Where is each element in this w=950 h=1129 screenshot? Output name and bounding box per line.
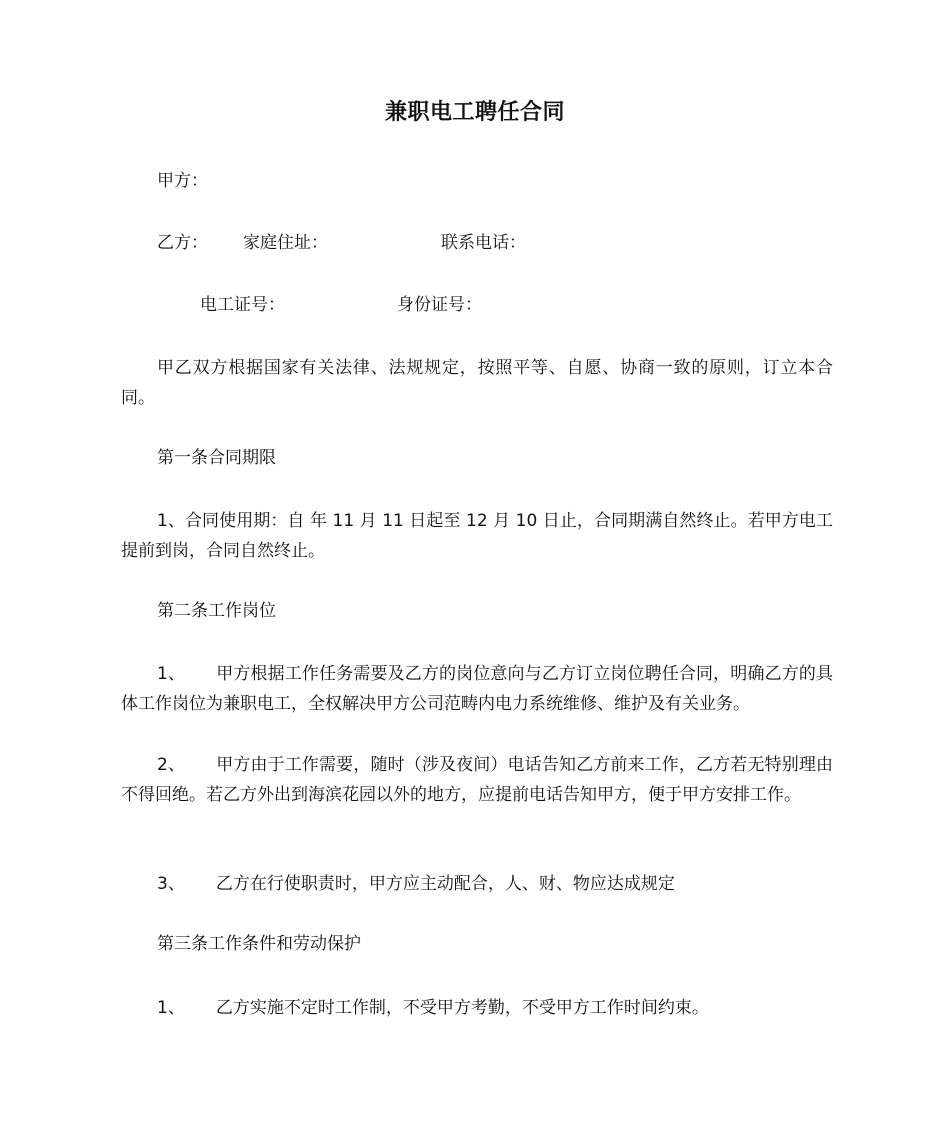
home-address-label: 家庭住址： xyxy=(243,233,328,253)
article2-item1-text: 甲方根据工作任务需要及乙方的岗位意向与乙方订立岗位聘任合同，明确乙方的具体工作岗位为兼职电工，全权解决甲方公司范畴内电力系统维修、维护及有关业务。 xyxy=(121,664,833,714)
article2-item2 xyxy=(121,750,833,810)
article2-item3-text: 乙方在行使职责时，甲方应主动配合，人、财、物应达成规定 xyxy=(215,874,675,894)
document-title: 兼职电工聘任合同 xyxy=(384,100,565,125)
preamble-paragraph: 甲乙双方根据国家有关法律、法规规定，按照平等、自愿、协商一致的原则，订立本合同。 xyxy=(121,358,833,408)
article2-heading: 第二条工作岗位 xyxy=(157,601,276,621)
phone-label: 联系电话： xyxy=(441,233,526,253)
id-number-label: 身份证号： xyxy=(397,295,482,315)
article3-heading: 第三条工作条件和劳动保护 xyxy=(157,934,361,954)
article2-item1-number: 1、 xyxy=(157,664,186,684)
party-a-label: 甲方： xyxy=(157,171,208,191)
article2-item2-number: 2、 xyxy=(157,755,186,775)
article3-item1 xyxy=(121,993,833,1023)
article2-item3-number: 3、 xyxy=(157,874,185,894)
electrician-cert-label: 电工证号： xyxy=(200,295,285,315)
article2-item1 xyxy=(121,659,833,719)
article3-item1-number: 1、 xyxy=(157,998,185,1018)
article2-item3 xyxy=(121,869,833,899)
article1-item1: 1、合同使用期：自 年 11 月 11 日起至 12 月 10 日止，合同期满自然终止。若甲方电工提前到岗，合同自然终止。 xyxy=(121,511,833,561)
article3-item1-text: 乙方实施不定时工作制，不受甲方考勤，不受甲方工作时间约束。 xyxy=(215,998,709,1018)
party-b-label: 乙方： xyxy=(157,233,208,253)
article1-heading: 第一条合同期限 xyxy=(157,448,276,468)
article2-item2-text: 甲方由于工作需要，随时（涉及夜间）电话告知乙方前来工作，乙方若无特别理由不得回绝。若乙方外出到海滨花园以外的地方，应提前电话告知甲方，便于甲方安排工作。 xyxy=(121,755,833,805)
